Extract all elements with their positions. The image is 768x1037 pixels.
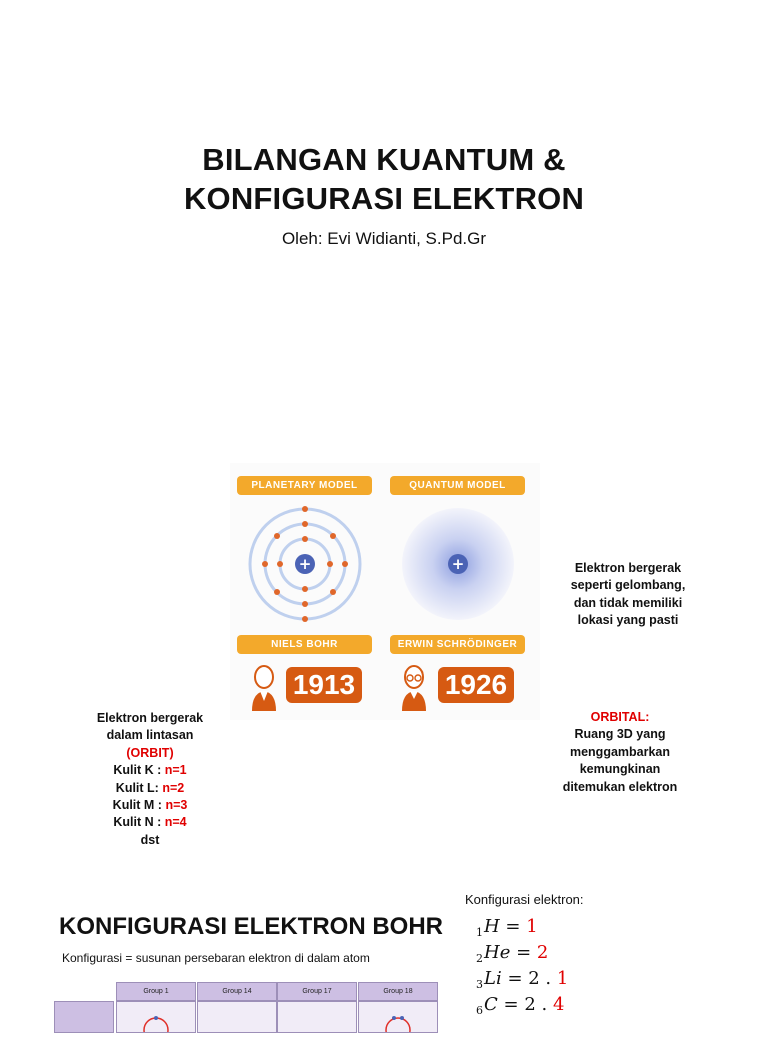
note-line: dan tidak memiliki	[573, 595, 683, 610]
shell-value: n=1	[164, 763, 187, 778]
shell-line	[70, 762, 230, 779]
shell-line	[70, 797, 230, 814]
bohr-portrait-icon	[248, 661, 280, 713]
group-17-header: Group 17	[277, 982, 357, 1001]
configuration-definition: Konfigurasi = susunan persebaran elektron di dalam atom	[62, 951, 370, 965]
period-header-cell	[54, 1001, 114, 1033]
svg-text:+: +	[451, 555, 465, 573]
atom-models-figure	[230, 463, 540, 720]
atom-diagram-icon	[117, 1002, 195, 1032]
atom-diagram-icon	[359, 1002, 437, 1032]
shell-value: n=2	[162, 780, 185, 795]
equation-he: $_2$He = 2	[476, 942, 549, 965]
atom-models-illustration	[230, 501, 540, 631]
note-line: Elektron bergerak	[96, 711, 204, 725]
note-line: ditemukan elektron	[562, 779, 678, 794]
note-line: kemungkinan	[579, 762, 661, 777]
orbital-note	[540, 709, 700, 796]
equation-c: $_6$C = 2 . 4	[476, 994, 565, 1017]
etc-label: dst	[140, 832, 160, 847]
shell-line	[70, 780, 230, 797]
bohr-year: 1913	[286, 667, 362, 703]
bohr-model-note	[70, 710, 230, 849]
planetary-model-heading: PLANETARY MODEL	[237, 476, 372, 495]
schrodinger-year: 1926	[438, 667, 514, 703]
shell-value: n=3	[165, 798, 188, 813]
title-line-2: KONFIGURASI ELEKTRON	[183, 181, 585, 216]
group-1-cell	[116, 1001, 196, 1033]
group-1-header: Group 1	[116, 982, 196, 1001]
schrodinger-label: ERWIN SCHRÖDINGER	[390, 635, 525, 654]
group-18-header: Group 18	[358, 982, 438, 1001]
shell-line	[70, 814, 230, 831]
svg-text:+: +	[298, 555, 312, 573]
bohr-atom-icon	[250, 506, 360, 622]
configuration-label: Konfigurasi elektron:	[465, 892, 584, 907]
group-18-cell	[358, 1001, 438, 1033]
group-14-cell	[197, 1001, 277, 1033]
note-line: seperti gelombang,	[570, 578, 686, 593]
shell-label: Kulit M :	[112, 798, 166, 813]
orbit-label: (ORBIT)	[126, 745, 174, 760]
equation-li: $_3$Li = 2 . 1	[476, 968, 569, 991]
note-line: menggambarkan	[569, 744, 671, 759]
slide-title	[0, 140, 768, 218]
bohr-configuration-title: KONFIGURASI ELEKTRON BOHR	[59, 913, 443, 940]
note-line: Elektron bergerak	[574, 561, 682, 575]
author-line: Oleh: Evi Widianti, S.Pd.Gr	[281, 229, 487, 248]
niels-bohr-label: NIELS BOHR	[237, 635, 372, 654]
shell-label: Kulit K :	[113, 763, 165, 778]
quantum-model-note	[548, 560, 708, 630]
shell-label: Kulit L:	[115, 780, 163, 795]
shell-value: n=4	[164, 815, 187, 830]
group-17-cell	[277, 1001, 357, 1033]
group-14-header: Group 14	[197, 982, 277, 1001]
quantum-model-heading: QUANTUM MODEL	[390, 476, 525, 495]
title-line-1: BILANGAN KUANTUM &	[202, 142, 566, 177]
shell-label: Kulit N :	[113, 815, 165, 830]
note-line: lokasi yang pasti	[577, 613, 679, 628]
note-line: Ruang 3D yang	[574, 727, 666, 742]
orbital-heading: ORBITAL:	[590, 710, 650, 724]
schrodinger-portrait-icon	[398, 661, 430, 713]
note-line: dalam lintasan	[106, 728, 194, 743]
equation-h: $_1$H = 1	[476, 916, 538, 939]
quantum-atom-icon	[402, 508, 514, 620]
